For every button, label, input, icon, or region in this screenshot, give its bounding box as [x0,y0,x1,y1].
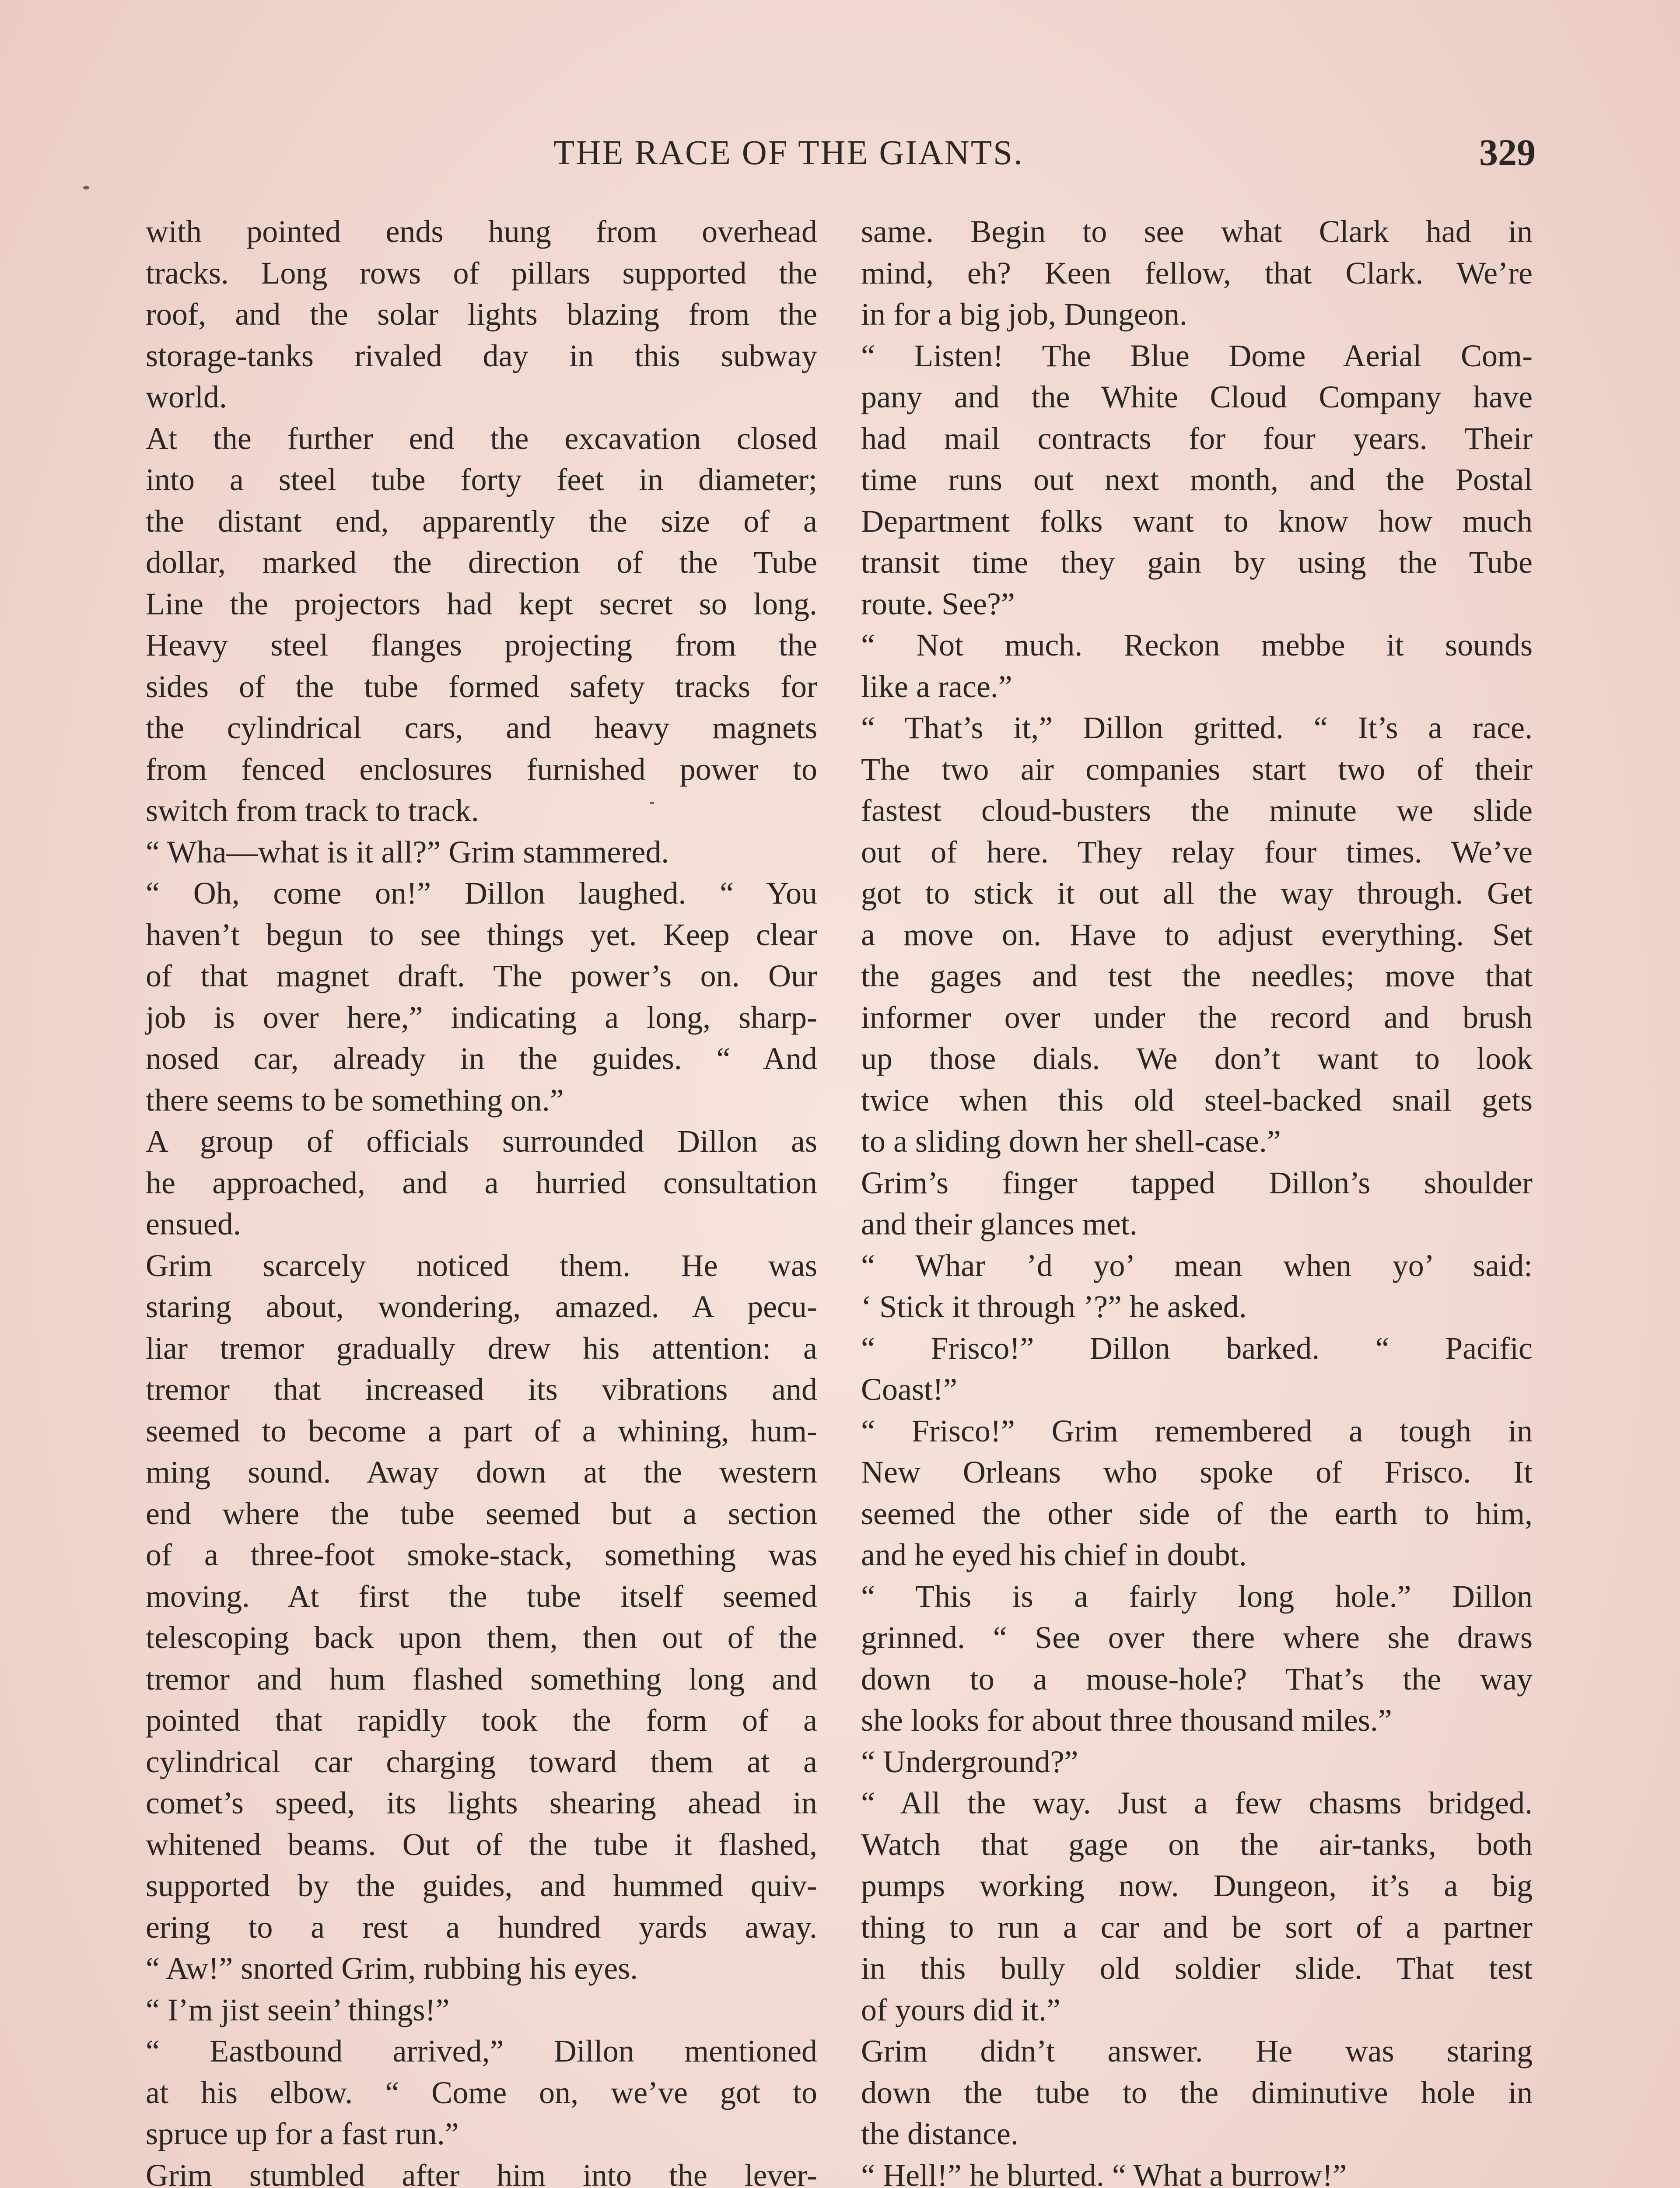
text-line: switch from track to track. [146,793,479,828]
text-line: thing to run a car and be sort of a partner [861,1909,1533,1945]
text-line: up those dials. We don’t want to look [861,1041,1533,1076]
text-line: the gages and test the needles; move that [861,958,1533,993]
text-line: to a sliding down her shell-case.” [861,1124,1281,1159]
text-line: “ Wha—what is it all?” Grim stammered. [146,834,669,870]
text-line: Heavy steel flanges projecting from the [146,628,817,663]
text-column-right [861,211,1533,2188]
text-line: New Orleans who spoke of Frisco. It [861,1455,1533,1490]
text-line: down to a mouse-hole? That’s the way [861,1661,1533,1697]
text-line: seemed to become a part of a whining, hum- [146,1413,817,1448]
text-line: Line the projectors had kept secret so long. [146,586,817,621]
text-line: the distant end, apparently the size of a [146,503,817,539]
text-line: spruce up for a fast run.” [146,2116,459,2151]
text-line: Grim scarcely noticed them. He was [146,1248,817,1283]
text-line: in this bully old soldier slide. That test [861,1951,1533,1986]
text-line: informer over under the record and brush [861,999,1533,1035]
text-line: fastest cloud-busters the minute we slide [861,793,1533,828]
text-line: Grim stumbled after him into the lever- [146,2157,817,2188]
text-line: staring about, wondering, amazed. A pecu- [146,1289,817,1324]
text-line: there seems to be something on.” [146,1082,564,1118]
text-line: of a three-foot smoke-stack, something was [146,1537,817,1572]
text-line: A group of officials surrounded Dillon as [146,1124,817,1159]
text-line: comet’s speed, its lights shearing ahead in [146,1785,817,1820]
text-line: “ Hell!” he blurted. “ What a burrow!” [861,2157,1347,2188]
text-line: grinned. “ See over there where she draws [861,1620,1533,1655]
text-line: Watch that gage on the air-tanks, both [861,1827,1533,1862]
text-line: “ Whar ’d yo’ mean when yo’ said: [861,1248,1533,1283]
text-line: he approached, and a hurried consultation [146,1165,817,1200]
text-line: “ Frisco!” Dillon barked. “ Pacific [861,1330,1533,1366]
text-line: time runs out next month, and the Postal [861,462,1533,497]
text-line: mind, eh? Keen fellow, that Clark. We’re [861,255,1533,291]
text-line: “ Aw!” snorted Grim, rubbing his eyes. [146,1951,638,1986]
text-line: of yours did it.” [861,1992,1060,2027]
text-line: “ Listen! The Blue Dome Aerial Com- [861,338,1533,373]
text-line: “ All the way. Just a few chasms bridged. [861,1785,1533,1820]
text-line: with pointed ends hung from overhead [146,214,817,249]
text-line: down the tube to the diminutive hole in [861,2075,1533,2110]
text-line: “ Underground?” [861,1744,1078,1779]
text-line: had mail contracts for four years. Their [861,421,1533,456]
running-head-title: THE RACE OF THE GIANTS. [553,134,1024,172]
text-line: from fenced enclosures furnished power to [146,751,817,787]
text-line: twice when this old steel-backed snail gets [861,1082,1533,1118]
text-line: pumps working now. Dungeon, it’s a big [861,1868,1533,1903]
text-line: nosed car, already in the guides. “ And [146,1041,817,1076]
text-line: ensued. [146,1206,241,1241]
text-line: “ This is a fairly long hole.” Dillon [861,1578,1533,1614]
text-line: Department folks want to know how much [861,503,1533,539]
print-speck [83,186,89,189]
text-line: and their glances met. [861,1206,1138,1241]
text-line: “ Oh, come on!” Dillon laughed. “ You [146,876,817,911]
text-line: she looks for about three thousand miles.” [861,1703,1392,1738]
text-line: moving. At first the tube itself seemed [146,1578,817,1614]
text-line: a move on. Have to adjust everything. Set [861,917,1533,952]
text-line: the cylindrical cars, and heavy magnets [146,710,817,745]
text-line: like a race.” [861,669,1012,704]
text-line: liar tremor gradually drew his attention: a [146,1330,817,1366]
text-line: got to stick it out all the way through. Get [861,876,1533,911]
text-line: dollar, marked the direction of the Tube [146,545,817,580]
text-line: pany and the White Cloud Company have [861,379,1533,414]
text-line: same. Begin to see what Clark had in [861,214,1533,249]
text-line: ‘ Stick it through ’?” he asked. [861,1289,1247,1324]
text-line: “ That’s it,” Dillon gritted. “ It’s a race. [861,710,1533,745]
text-line: at his elbow. “ Come on, we’ve got to [146,2075,817,2110]
text-line: tracks. Long rows of pillars supported the [146,255,817,291]
text-column-left [146,211,817,2188]
text-line: and he eyed his chief in doubt. [861,1537,1247,1572]
text-line: Grim’s finger tapped Dillon’s shoulder [861,1165,1533,1200]
text-line: roof, and the solar lights blazing from the [146,297,817,332]
text-line: transit time they gain by using the Tube [861,545,1533,580]
text-line: cylindrical car charging toward them at a [146,1744,817,1779]
text-line: of that magnet draft. The power’s on. Our [146,958,817,993]
text-line: “ Frisco!” Grim remembered a tough in [861,1413,1533,1448]
text-line: end where the tube seemed but a section [146,1496,817,1531]
text-line: the distance. [861,2116,1018,2151]
text-line: At the further end the excavation closed [146,421,817,456]
text-line: haven’t begun to see things yet. Keep clear [146,917,817,952]
print-speck [650,802,654,804]
text-line: ming sound. Away down at the western [146,1455,817,1490]
text-line: Coast!” [861,1372,957,1407]
text-line: into a steel tube forty feet in diameter; [146,462,817,497]
text-line: pointed that rapidly took the form of a [146,1703,817,1738]
text-line: in for a big job, Dungeon. [861,297,1187,332]
text-line: “ I’m jist seein’ things!” [146,1992,450,2027]
text-line: storage-tanks rivaled day in this subway [146,338,817,373]
page-number: 329 [1479,131,1536,173]
text-line: world. [146,379,227,414]
text-line: tremor and hum flashed something long and [146,1661,817,1697]
text-line: ering to a rest a hundred yards away. [146,1909,817,1945]
text-line: telescoping back upon them, then out of the [146,1620,817,1655]
text-line: whitened beams. Out of the tube it flashed, [146,1827,817,1862]
text-line: sides of the tube formed safety tracks for [146,669,817,704]
text-line: job is over here,” indicating a long, sharp- [146,999,817,1035]
text-line: route. See?” [861,586,1015,621]
text-line: tremor that increased its vibrations and [146,1372,817,1407]
text-line: “ Not much. Reckon mebbe it sounds [861,628,1533,663]
text-line: “ Eastbound arrived,” Dillon mentioned [146,2034,817,2069]
text-line: The two air companies start two of their [861,751,1533,787]
text-line: Grim didn’t answer. He was staring [861,2034,1533,2069]
text-line: seemed the other side of the earth to him, [861,1496,1533,1531]
text-line: out of here. They relay four times. We’ve [861,834,1533,870]
text-line: supported by the guides, and hummed quiv- [146,1868,817,1903]
